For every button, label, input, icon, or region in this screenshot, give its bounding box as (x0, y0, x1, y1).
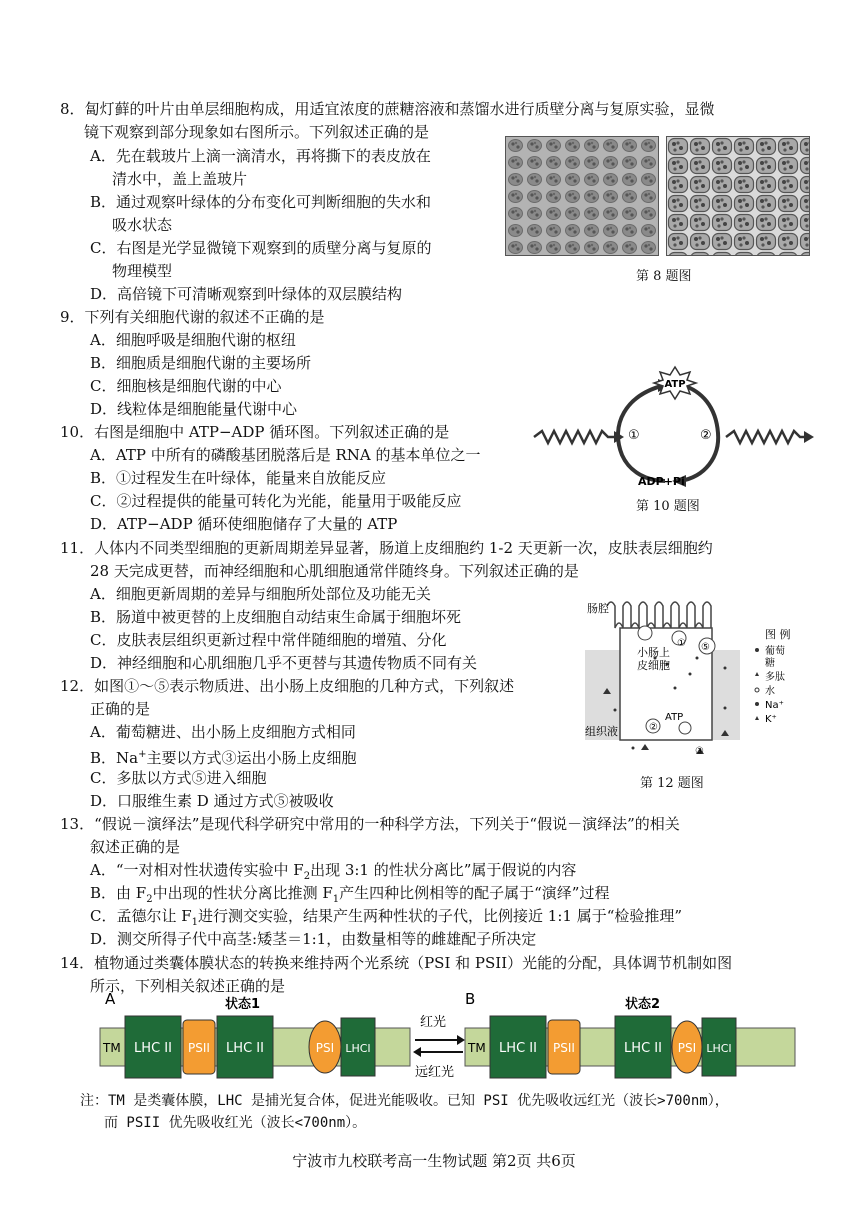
q12-stem-cont: 正确的是 (90, 700, 151, 718)
q8-option-a-cont: 清水中，盖上盖玻片 (112, 170, 248, 188)
q8-option-c-cont: 物理模型 (112, 262, 173, 280)
q12-legend-glucose: 葡萄 (765, 646, 785, 657)
q11-option-c: C．皮肤表层组织更新过程中常伴随细胞的增殖、分化 (90, 631, 447, 649)
q9-option-a: A．细胞呼吸是细胞代谢的枢纽 (90, 331, 296, 349)
q10-process-2-label: ② (700, 428, 712, 443)
q14-lhcii-b2: LHC II (624, 1041, 662, 1056)
q12-legend-peptide: 多肽 (765, 672, 785, 683)
q14-stem: 14．植物通过类囊体膜状态的转换来维持两个光系统（PSI 和 PSII）光能的分配，具体调节机制如图 (60, 954, 733, 972)
q8-figure-caption: 第 8 题图 (636, 269, 692, 284)
q9-option-c: C．细胞核是细胞代谢的中心 (90, 377, 282, 395)
q12-cell-label-1: 小肠上 (637, 646, 670, 659)
q14-lhcii-a2: LHC II (226, 1041, 264, 1056)
q8-micrograph-right (666, 136, 810, 256)
q8-option-d: D．高倍镜下可清晰观察到叶绿体的双层膜结构 (90, 285, 403, 303)
q14-lhcii-a1: LHC II (134, 1041, 172, 1056)
q9-option-b: B．细胞质是细胞代谢的主要场所 (90, 354, 312, 372)
q10-atp-label: ATP (664, 379, 686, 390)
svg-text:②: ② (649, 722, 658, 733)
q10-adp-label: ADP+Pi (638, 475, 685, 488)
q8-option-a: A．先在载玻片上滴一滴清水，再将撕下的表皮放在 (90, 147, 431, 165)
q12-legend-title: 图 例 (765, 628, 791, 641)
q9-option-d: D．线粒体是细胞能量代谢中心 (90, 400, 298, 418)
q12-option-a: A．葡萄糖进、出小肠上皮细胞方式相同 (90, 723, 356, 741)
q12-tissue-fluid-label: 组织液 (585, 725, 618, 738)
q14-far-red-light-label: 远红光 (415, 1065, 455, 1080)
svg-text:⑤: ⑤ (701, 642, 710, 653)
q14-note-line2: 而 PSII 优先吸收红光（波长<700nm）。 (104, 1115, 367, 1131)
q13-option-b: B．由 $F_2$中出现的性状分离比推测 $F_1$产生四种比例相等的配子属于“演绎”过程 (90, 884, 610, 905)
q8-option-b-cont: 吸水状态 (112, 216, 173, 234)
q14-lhcii-b1: LHC II (499, 1041, 537, 1056)
q12-intestinal-cell-diagram (585, 598, 820, 768)
q12-cell-label-2: 皮细胞 (637, 659, 670, 672)
q10-option-d: D．ATP−ADP 循环使细胞储存了大量的 ATP (90, 515, 398, 533)
q13-option-c: C．孟德尔让 $F_1$进行测交实验，结果产生两种性状的子代，比例接近 1:1 属于“检验推理” (90, 907, 683, 928)
q13-stem-cont: 叙述正确的是 (90, 838, 181, 856)
q12-stem: 12．如图①～⑤表示物质进、出小肠上皮细胞的几种方式，下列叙述 (60, 677, 515, 695)
q14-thylakoid-state-diagram (95, 990, 805, 1085)
q12-legend-water: 水 (765, 686, 775, 697)
q13-stem: 13．“假说－演绎法”是现代科学研究中常用的一种科学方法，下列关于“假说－演绎法”的相关 (60, 815, 680, 833)
q11-stem: 11．人体内不同类型细胞的更新周期差异显著，肠道上皮细胞约 1-2 天更新一次，皮肤表层细胞约 (60, 539, 713, 557)
q11-stem-cont: 28 天完成更替，而神经细胞和心肌细胞通常伴随终身。下列叙述正确的是 (90, 562, 579, 580)
q14-panel-b-label: B (465, 990, 476, 1008)
q12-option-b: B．Na+主要以方式③运出小肠上皮细胞 (90, 749, 357, 767)
page-footer: 宁波市九校联考高一生物试题 第2页 共6页 (292, 1152, 576, 1170)
q8-stem: 8．匐灯藓的叶片由单层细胞构成，用适宜浓度的蔗糖溶液和蒸馏水进行质壁分离与复原实验，显微 (60, 100, 715, 118)
q11-option-a: A．细胞更新周期的差异与细胞所处部位及功能无关 (90, 585, 431, 603)
q14-state1-label: 状态1 (225, 997, 261, 1012)
q14-note-line1: 注：TM 是类囊体膜，LHC 是捕光复合体，促进光能吸收。已知 PSI 优先吸收远红光（波长>700nm）， (80, 1093, 729, 1109)
q14-tm-label-b: TM (468, 1041, 486, 1055)
q14-red-light-label: 红光 (420, 1015, 447, 1030)
q14-panel-a-label: A (105, 990, 116, 1008)
q8-option-c: C．右图是光学显微镜下观察到的质壁分离与复原的 (90, 239, 432, 257)
svg-text:①: ① (677, 638, 686, 649)
q14-psi-b: PSI (677, 1041, 697, 1055)
q8-micrograph-left (505, 136, 659, 256)
q12-atp-label: ATP (665, 712, 684, 723)
q14-psii-b: PSII (553, 1041, 575, 1055)
q12-figure-caption: 第 12 题图 (640, 776, 704, 791)
q10-process-1-label: ① (628, 428, 640, 443)
q14-state2-label: 状态2 (625, 997, 661, 1012)
q11-option-b: B．肠道中被更替的上皮细胞自动结束生命属于细胞坏死 (90, 608, 462, 626)
q9-stem: 9．下列有关细胞代谢的叙述不正确的是 (60, 308, 325, 326)
q10-figure-caption: 第 10 题图 (636, 499, 700, 514)
q13-option-a: A．“一对相对性状遗传实验中 $F_2$出现 3:1 的性状分离比”属于假说的内容 (90, 861, 577, 882)
q14-tm-label-a: TM (103, 1041, 121, 1055)
q12-option-d: D．口服维生素 D 通过方式⑤被吸收 (90, 792, 334, 810)
q12-legend-na: Na⁺ (765, 700, 784, 711)
q12-lumen-label: 肠腔 (587, 602, 609, 615)
q14-psii-a: PSII (188, 1041, 210, 1055)
q10-option-c: C．②过程提供的能量可转化为光能，能量用于吸能反应 (90, 492, 462, 510)
q8-option-b: B．通过观察叶绿体的分布变化可判断细胞的失水和 (90, 193, 432, 211)
q11-option-d: D．神经细胞和心肌细胞几乎不更替与其遗传物质不同有关 (90, 654, 478, 672)
q14-stem-cont: 所示，下列相关叙述正确的是 (90, 977, 286, 995)
q10-option-a: A．ATP 中所有的磷酸基团脱落后是 RNA 的基本单位之一 (90, 446, 481, 464)
q10-stem: 10．右图是细胞中 ATP−ADP 循环图。下列叙述正确的是 (60, 423, 450, 441)
q14-psi-a: PSI (315, 1041, 335, 1055)
q8-stem-cont: 镜下观察到部分现象如右图所示。下列叙述正确的是 (84, 123, 430, 141)
q12-option-c: C．多肽以方式⑤进入细胞 (90, 769, 267, 787)
q14-lhci-b: LHCI (706, 1042, 732, 1055)
q10-atp-cycle-diagram (530, 365, 820, 490)
svg-text:③: ③ (695, 746, 704, 757)
q14-lhci-a: LHCI (345, 1042, 371, 1055)
q10-option-b: B．①过程发生在叶绿体，能量来自放能反应 (90, 469, 387, 487)
q13-option-d: D．测交所得子代中高茎:矮茎＝1:1，由数量相等的雌雄配子所决定 (90, 930, 537, 948)
q12-legend-glucose-cont: 糖 (765, 658, 775, 669)
q12-legend-k: K⁺ (765, 714, 777, 725)
